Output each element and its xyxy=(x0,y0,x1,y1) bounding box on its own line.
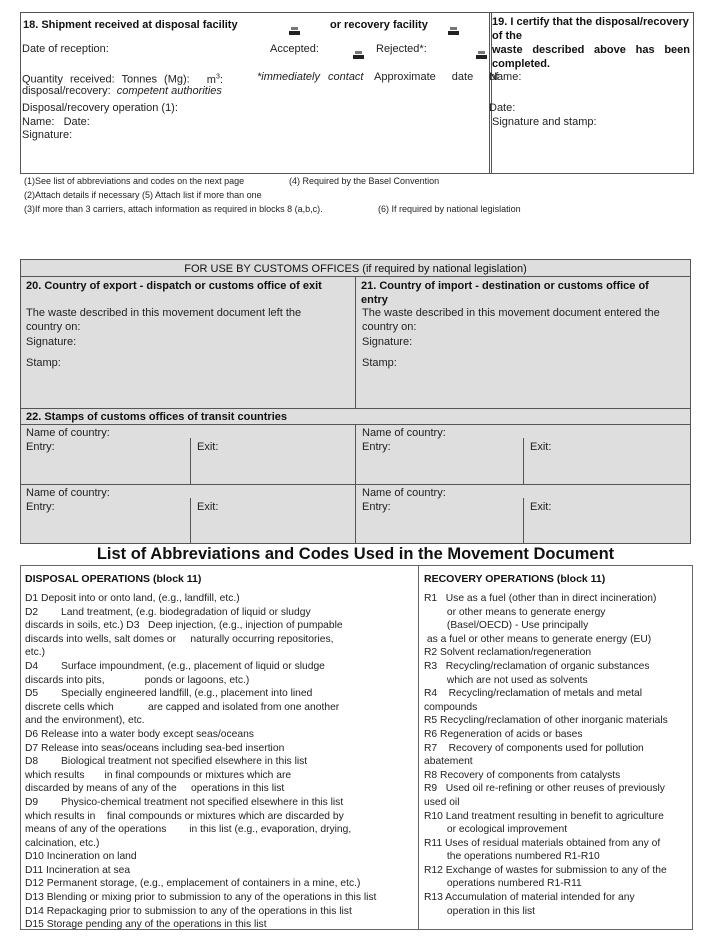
list-item: which results in final compounds or mixtures which are xyxy=(25,769,292,781)
list-item: R3 Recycling/reclamation of organic substances xyxy=(424,660,650,672)
transit-3-exit-label: Exit: xyxy=(197,501,219,513)
transit-2-exit-label: Exit: xyxy=(530,441,552,453)
list-item: discrete cells which are capped and isolated from one another xyxy=(25,701,340,713)
list-item: D7 Release into seas/oceans including sea-bed insertion xyxy=(25,742,285,754)
quantity-label: Quantity received: Tonnes (Mg): xyxy=(22,73,190,86)
transit-1-exit-label: Exit: xyxy=(197,441,219,453)
list-item: D13 Blending or mixing prior to submission to any of the operations in this list xyxy=(25,892,377,904)
list-item: compounds xyxy=(424,701,478,713)
list-item: R2 Solvent reclamation/regeneration xyxy=(424,647,592,659)
disposal-facility-checkbox[interactable] xyxy=(289,27,300,35)
disposal-list xyxy=(25,592,415,932)
footnote-4: (4) Required by the Basel Convention xyxy=(289,176,440,186)
list-item: calcination, etc.) xyxy=(25,837,100,849)
block-20-stamp-label: Stamp: xyxy=(26,357,61,369)
disposal-heading: DISPOSAL OPERATIONS (block 11) xyxy=(25,573,202,585)
list-item: D11 Incineration at sea xyxy=(25,864,131,876)
list-item: D6 Release into a water body except seas/oceans xyxy=(25,728,254,740)
list-item: D10 Incineration on land xyxy=(25,851,137,863)
block-19-title: 19. I certify that the disposal/recovery of the waste described above has been completed. xyxy=(492,16,690,70)
list-item: R6 Regeneration of acids or bases xyxy=(424,728,583,740)
quantity-line-2 xyxy=(22,84,222,98)
recovery-facility-label: or recovery facility xyxy=(330,19,428,31)
footnote-2-5: (2)Attach details if necessary (5) Attach list if more than one xyxy=(24,190,262,200)
divider xyxy=(355,276,356,408)
list-item: D15 Storage pending any of the operations in this list xyxy=(25,919,267,931)
list-item: R11 Uses of residual materials obtained from any of xyxy=(424,837,661,849)
list-item: or ecological improvement xyxy=(424,824,568,836)
list-item: and the environment), etc. xyxy=(25,715,145,727)
transit-1-entry-label: Entry: xyxy=(26,441,55,453)
rejected-label: Rejected*: xyxy=(376,43,427,55)
operation-label: Disposal/recovery operation (1): xyxy=(22,102,178,114)
competent-authorities-note: competent authorities xyxy=(116,85,222,97)
block-22-title: 22. Stamps of customs offices of transit countries xyxy=(26,411,288,423)
list-item: D1 Deposit into or onto land, (e.g., landfill, etc.) xyxy=(25,593,240,604)
block-21-text: The waste described in this movement document entered the country on: xyxy=(362,307,660,333)
list-item: R5 Recycling/reclamation of other inorganic materials xyxy=(424,715,668,727)
list-item: used oil xyxy=(424,796,460,808)
accepted-label: Accepted: xyxy=(270,43,319,55)
divider xyxy=(523,438,524,484)
list-item: which are not used as solvents xyxy=(424,674,588,686)
list-item: R10 Land treatment resulting in benefit to agriculture xyxy=(424,810,664,822)
list-item: D14 Repackaging prior to submission to any of the operations in this list xyxy=(25,905,352,917)
list-item: as a fuel or other means to generate energy (EU) xyxy=(424,633,652,645)
transit-2-country-label: Name of country: xyxy=(362,427,446,439)
list-item: which results in final compounds or mixtures which are discarded by xyxy=(25,810,344,822)
immediately-contact-note: *immediately contact xyxy=(257,71,364,83)
block-18-title: 18. Shipment received at disposal facility xyxy=(23,19,238,31)
list-item: the operations numbered R1-R10 xyxy=(424,851,600,863)
list-title: List of Abbreviations and Codes Used in the Movement Document xyxy=(96,545,615,563)
list-item: R9 Used oil re-refining or other reuses of previously xyxy=(424,783,665,795)
block-20-title: 20. Country of export - dispatch or customs office of exit xyxy=(26,280,322,292)
divider xyxy=(190,498,191,544)
transit-1-country-label: Name of country: xyxy=(26,427,110,439)
customs-header: FOR USE BY CUSTOMS OFFICES (if required by national legislation) xyxy=(184,263,527,275)
list-item: R12 Exchange of wastes for submission to any of the xyxy=(424,864,667,876)
recovery-facility-checkbox[interactable] xyxy=(448,27,459,35)
transit-3-entry-label: Entry: xyxy=(26,501,55,513)
list-item: R7 Recovery of components used for pollution xyxy=(424,742,644,754)
list-item: D2 Land treatment, (e.g. biodegradation of liquid or sludgy xyxy=(25,606,311,618)
date-of-reception-label: Date of reception: xyxy=(22,43,109,55)
list-item: abatement xyxy=(424,756,473,768)
list-item: operations numbered R1-R11 xyxy=(424,878,582,890)
divider xyxy=(20,408,691,409)
block-20-text: The waste described in this movement document left the country on: xyxy=(26,307,302,333)
block-21-signature-label: Signature: xyxy=(362,336,413,348)
transit-4-entry-label: Entry: xyxy=(362,501,391,513)
list-item: D4 Surface impoundment, (e.g., placement of liquid or sludge xyxy=(25,660,325,672)
footnote-3: (3)If more than 3 carriers, attach information as required in blocks 8 (a,b,c). xyxy=(24,204,323,214)
divider xyxy=(523,498,524,544)
list-item: discards into pits, ponds or lagoons, etc.) xyxy=(25,674,250,686)
block-19-name-label: Name: xyxy=(489,71,522,83)
block-21-title: 21. Country of import - destination or customs office of entry xyxy=(361,280,649,306)
list-item: discarded by means of any of the operations in this list xyxy=(25,783,285,795)
disposal-recovery-label: disposal/recovery: xyxy=(22,85,111,97)
rejected-checkbox[interactable] xyxy=(476,51,487,59)
list-item: or other means to generate energy xyxy=(424,606,606,618)
block-21-stamp-label: Stamp: xyxy=(362,357,397,369)
transit-3-country-label: Name of country: xyxy=(26,487,110,499)
divider xyxy=(418,565,419,930)
recovery-heading: RECOVERY OPERATIONS (block 11) xyxy=(424,573,606,585)
transit-2-entry-label: Entry: xyxy=(362,441,391,453)
list-item: R8 Recovery of components from catalysts xyxy=(424,769,621,781)
list-item: etc.) xyxy=(25,647,46,659)
divider xyxy=(20,484,691,485)
divider xyxy=(190,438,191,484)
list-item: R13 Accumulation of material intended for any xyxy=(424,892,635,904)
recovery-list xyxy=(424,592,692,918)
name-date-label: Name: Date: xyxy=(22,116,90,128)
list-item: D5 Specially engineered landfill, (e.g., placement into lined xyxy=(25,688,313,700)
footnote-6: (6) If required by national legislation xyxy=(378,204,521,214)
footnote-1: (1)See list of abbreviations and codes on the next page xyxy=(24,176,245,186)
transit-4-exit-label: Exit: xyxy=(530,501,552,513)
list-item: D9 Physico-chemical treatment not specified elsewhere in this list xyxy=(25,796,344,808)
block-20-signature-label: Signature: xyxy=(26,336,77,348)
signature-label: Signature: xyxy=(22,129,73,141)
list-item: discards in soils, etc.) D3 Deep injection, (e.g., injection of pumpable xyxy=(25,620,343,632)
approximate-date-label: Approximate date of xyxy=(374,71,499,83)
m3-label: $m^3$: xyxy=(206,73,223,86)
list-item: D12 Permanent storage, (e.g., emplacement of containers in a mine, etc.) xyxy=(25,878,361,890)
list-item: operation in this list xyxy=(424,905,536,917)
list-item: D8 Biological treatment not specified elsewhere in this list xyxy=(25,756,308,768)
list-item: means of any of the operations in this list (e.g., evaporation, drying, xyxy=(25,824,352,836)
list-item: (Basel/OECD) - Use principally xyxy=(424,620,589,632)
block-19-date-label: Date: xyxy=(489,102,516,114)
list-item: R1 Use as a fuel (other than in direct incineration) xyxy=(424,593,657,604)
transit-4-country-label: Name of country: xyxy=(362,487,446,499)
list-item: R4 Recycling/reclamation of metals and metal xyxy=(424,688,643,700)
accepted-checkbox[interactable] xyxy=(353,51,364,59)
block-19-signature-stamp-label: Signature and stamp: xyxy=(492,116,597,128)
list-item: discards into wells, salt domes or naturally occurring repositories, xyxy=(25,633,334,645)
